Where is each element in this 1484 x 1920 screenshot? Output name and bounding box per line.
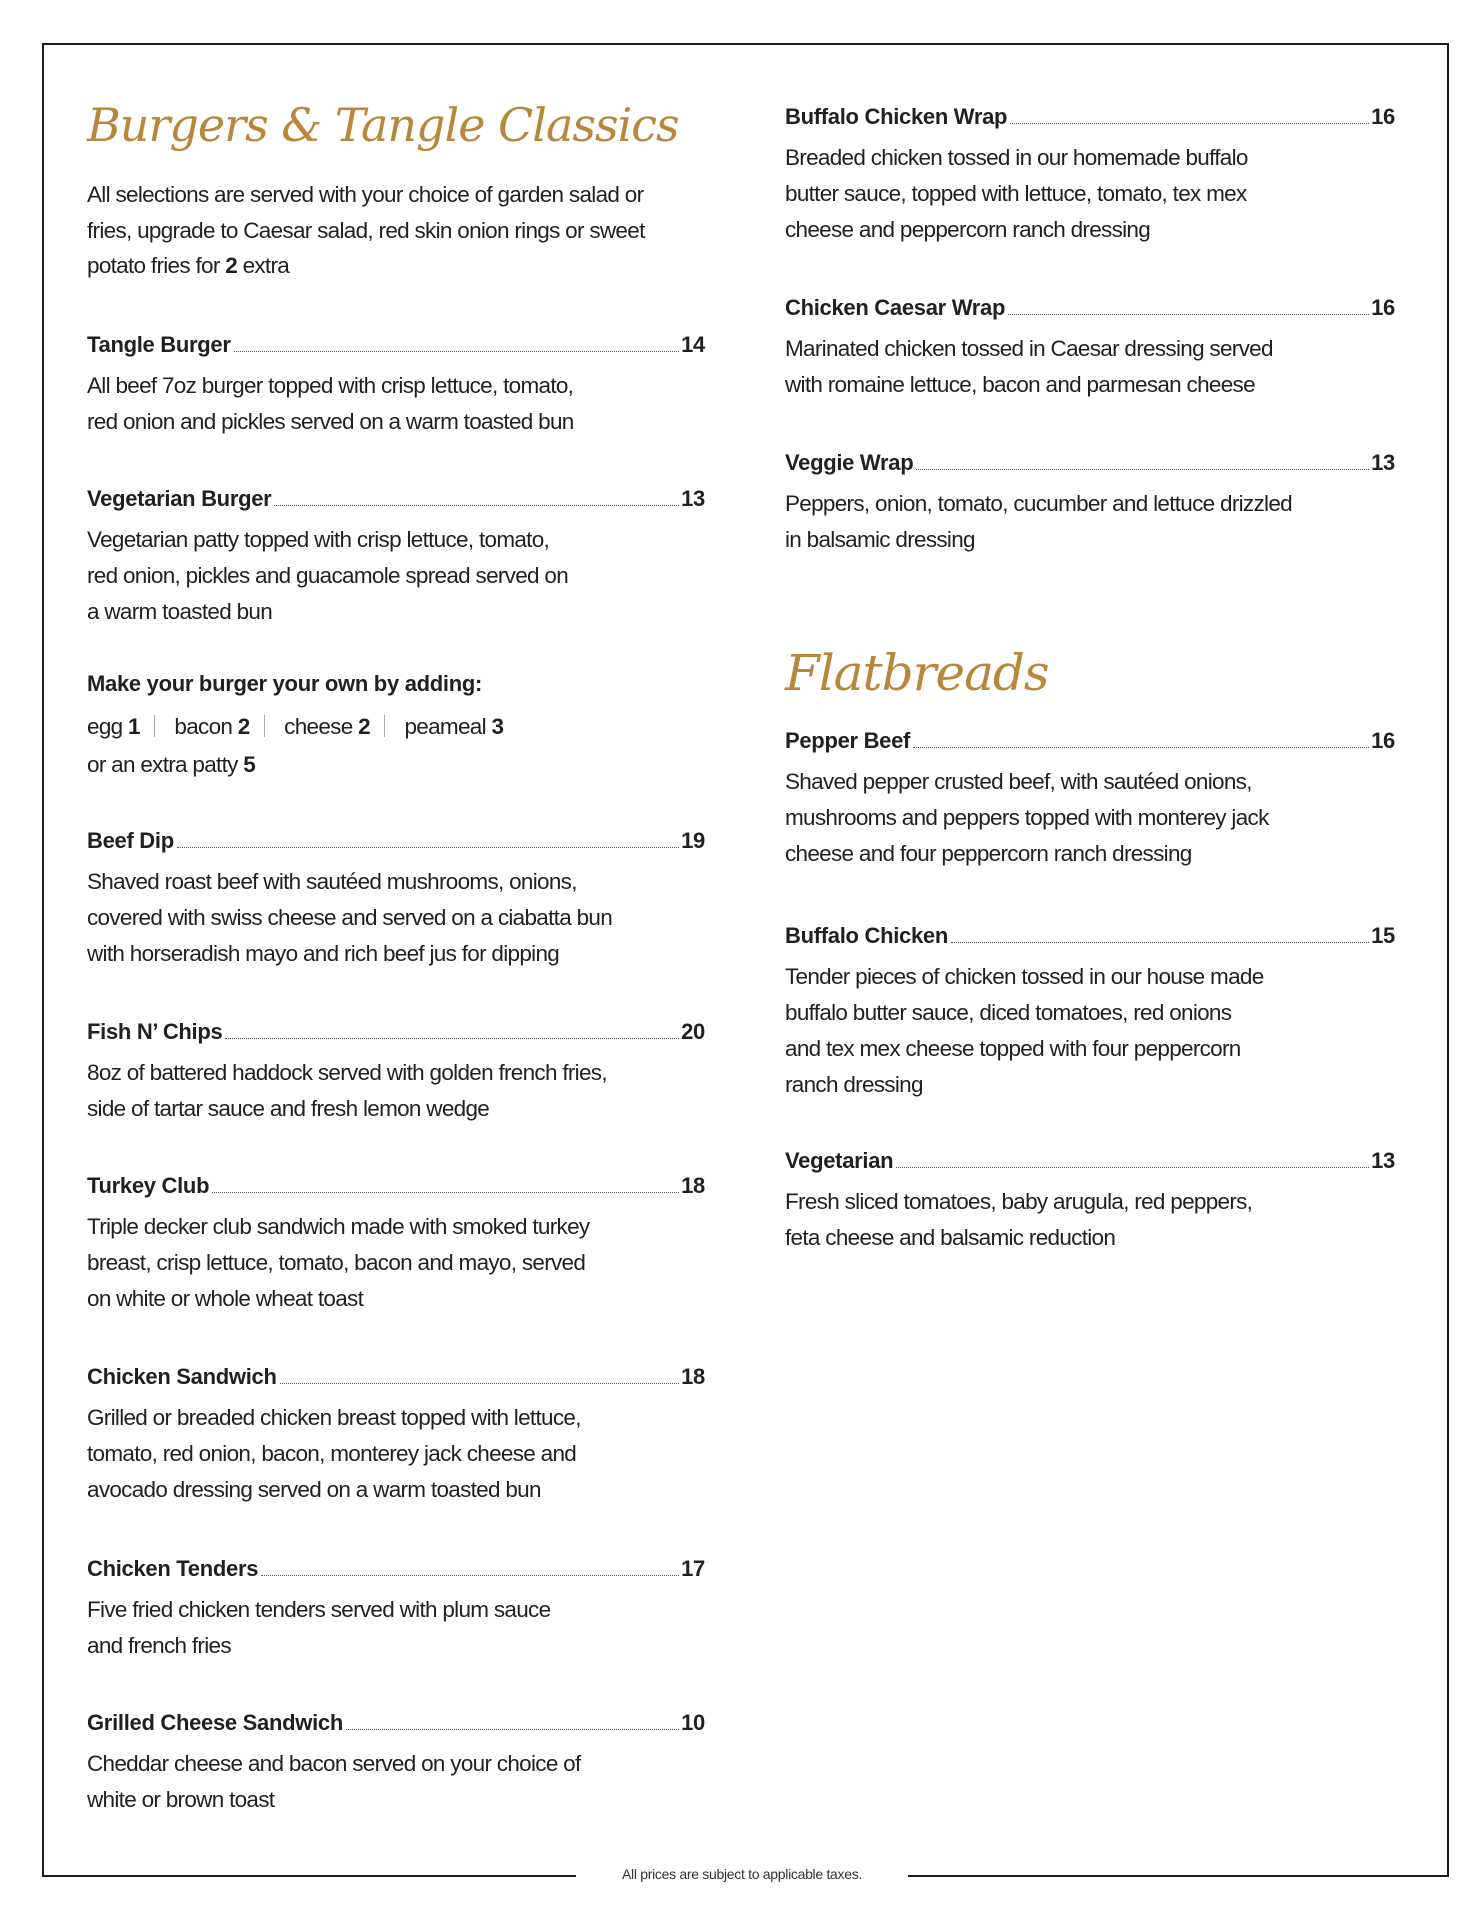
item-description: butter sauce, topped with lettuce, tomato, tex mex [785,181,1247,206]
addon-cheese: cheese 2 [284,714,370,739]
dot-leader [177,847,679,848]
menu-item-header [785,925,1395,947]
dot-leader [896,1167,1369,1168]
item-description: Cheddar cheese and bacon served on your choice of [87,1751,581,1776]
item-description: breast, crisp lettuce, tomato, bacon and mayo, served [87,1250,586,1275]
dot-leader [913,747,1369,748]
addons-options [87,715,503,739]
menu-item-header [87,1712,705,1734]
item-description: side of tartar sauce and fresh lemon wedge [87,1096,490,1121]
item-name: Buffalo Chicken Wrap [785,104,1008,129]
item-description: and tex mex cheese topped with four peppercorn [785,1036,1241,1061]
item-price: 20 [681,1019,705,1044]
item-name: Chicken Caesar Wrap [785,295,1006,320]
item-price: 16 [1371,295,1395,320]
dot-leader [916,469,1369,470]
item-description: Shaved pepper crusted beef, with sautéed onions, [785,769,1252,794]
dot-leader [951,942,1369,943]
menu-item-header [87,488,705,510]
item-price: 17 [681,1556,705,1581]
dot-leader [274,505,679,506]
menu-item-header [87,1366,705,1388]
divider [264,715,265,737]
item-description: white or brown toast [87,1787,275,1812]
item-description: with horseradish mayo and rich beef jus for dipping [87,941,560,966]
item-description: covered with swiss cheese and served on a ciabatta bun [87,905,613,930]
item-description: Fresh sliced tomatoes, baby arugula, red peppers, [785,1189,1253,1214]
item-price: 15 [1371,923,1395,948]
item-description: Breaded chicken tossed in our homemade buffalo [785,145,1248,170]
item-description: tomato, red onion, bacon, monterey jack cheese and [87,1441,577,1466]
menu-item-header [785,1150,1395,1172]
intro-text: extra [237,253,290,278]
item-description: 8oz of battered haddock served with golden french fries, [87,1060,607,1085]
item-description: Vegetarian patty topped with crisp lettuce, tomato, [87,527,550,552]
section-title-burgers: Burgers & Tangle Classics [87,98,679,152]
dot-leader [212,1192,679,1193]
item-name: Pepper Beef [785,728,911,753]
item-name: Turkey Club [87,1173,210,1198]
item-name: Buffalo Chicken [785,923,948,948]
intro-line: fries, upgrade to Caesar salad, red skin onion rings or sweet [87,218,645,243]
item-name: Vegetarian Burger [87,486,272,511]
dot-leader [280,1383,680,1384]
menu-item-header [785,730,1395,752]
item-description: Five fried chicken tenders served with plum sauce [87,1597,551,1622]
dot-leader [1010,123,1369,124]
item-price: 10 [681,1710,705,1735]
dot-leader [225,1038,679,1039]
item-description: red onion, pickles and guacamole spread served on [87,563,569,588]
addon-bacon: bacon 2 [174,714,250,739]
item-name: Fish N’ Chips [87,1019,223,1044]
item-price: 19 [681,828,705,853]
item-price: 13 [1371,1148,1395,1173]
menu-item-header [87,334,705,356]
item-description: Tender pieces of chicken tossed in our house made [785,964,1264,989]
intro-line: All selections are served with your choice of garden salad or [87,182,644,207]
item-description: and french fries [87,1633,231,1658]
item-description: a warm toasted bun [87,599,273,624]
dot-leader [346,1729,679,1730]
item-name: Chicken Tenders [87,1556,259,1581]
item-description: avocado dressing served on a warm toasted bun [87,1477,541,1502]
dot-leader [234,351,680,352]
item-price: 13 [1371,450,1395,475]
item-description: on white or whole wheat toast [87,1286,364,1311]
addon-extra-patty: or an extra patty 5 [87,752,256,777]
section-title-flatbreads: Flatbreads [785,644,1049,702]
item-description: Grilled or breaded chicken breast topped with lettuce, [87,1405,581,1430]
item-description: cheese and four peppercorn ranch dressing [785,841,1192,866]
item-price: 16 [1371,728,1395,753]
item-description: Marinated chicken tossed in Caesar dressing served [785,336,1273,361]
menu-item-header [87,1558,705,1580]
item-price: 16 [1371,104,1395,129]
item-description: feta cheese and balsamic reduction [785,1225,1116,1250]
addons-heading: Make your burger your own by adding: [87,671,483,696]
dot-leader [1008,314,1369,315]
menu-item-header [785,297,1395,319]
item-description: Triple decker club sandwich made with smoked turkey [87,1214,590,1239]
menu-item-header [785,106,1395,128]
item-name: Beef Dip [87,828,174,853]
item-description: with romaine lettuce, bacon and parmesan cheese [785,372,1255,397]
item-name: Veggie Wrap [785,450,914,475]
item-price: 14 [681,332,705,357]
item-name: Vegetarian [785,1148,894,1173]
item-price: 18 [681,1364,705,1389]
item-description: red onion and pickles served on a warm toasted bun [87,409,574,434]
footer-note [0,1866,1484,1882]
menu-item-header [87,1175,705,1197]
intro-line [87,255,289,278]
item-description: Shaved roast beef with sautéed mushrooms, onions, [87,869,577,894]
item-description: cheese and peppercorn ranch dressing [785,217,1151,242]
item-name: Chicken Sandwich [87,1364,277,1389]
dot-leader [261,1575,679,1576]
menu-item-header [785,452,1395,474]
menu-item-header [87,830,705,852]
footer-text: All prices are subject to applicable taxes. [610,1866,874,1882]
intro-text: potato fries for [87,253,226,278]
menu-item-header [87,1021,705,1043]
item-description: Peppers, onion, tomato, cucumber and lettuce drizzled [785,491,1292,516]
divider [154,715,155,737]
item-name: Tangle Burger [87,332,231,357]
addon-peameal: peameal 3 [404,714,504,739]
item-description: buffalo butter sauce, diced tomatoes, red onions [785,1000,1232,1025]
item-name: Grilled Cheese Sandwich [87,1710,343,1735]
divider [384,715,385,737]
item-price: 18 [681,1173,705,1198]
item-description: All beef 7oz burger topped with crisp lettuce, tomato, [87,373,574,398]
intro-upgrade-price: 2 [225,253,238,278]
addon-egg: egg 1 [87,714,140,739]
item-description: ranch dressing [785,1072,923,1097]
item-price: 13 [681,486,705,511]
item-description: mushrooms and peppers topped with monterey jack [785,805,1269,830]
item-description: in balsamic dressing [785,527,975,552]
